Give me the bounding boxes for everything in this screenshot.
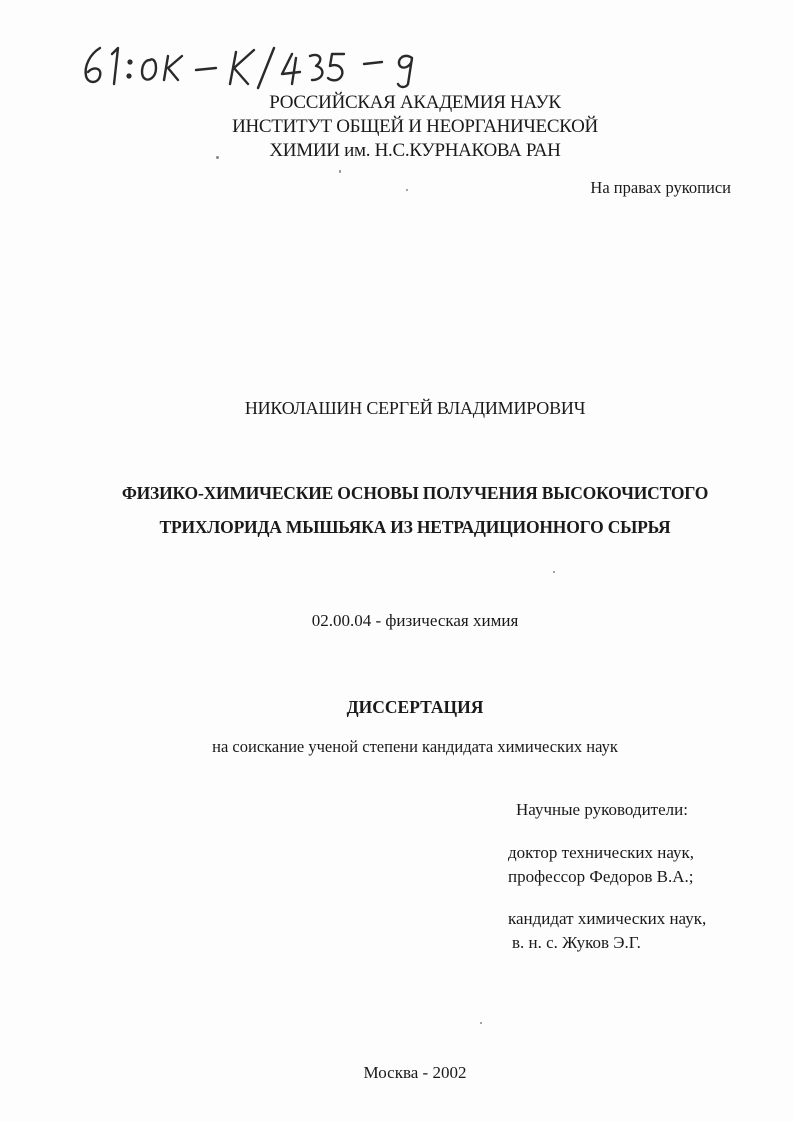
- scan-speck: [480, 1022, 482, 1024]
- supervisor-1-degree: доктор технических наук,: [508, 843, 695, 862]
- manuscript-rights-note: На правах рукописи: [590, 178, 731, 197]
- institution-line-2: ИНСТИТУТ ОБЩЕЙ И НЕОРГАНИЧЕСКОЙ: [232, 116, 598, 137]
- scan-speck: [553, 571, 555, 573]
- supervisor-2: [508, 907, 706, 955]
- handwritten-archive-code: [78, 40, 438, 90]
- degree-line: на соискание ученой степени кандидата химических наук: [212, 737, 618, 756]
- document-type: ДИССЕРТАЦИЯ: [346, 697, 484, 717]
- supervisor-2-degree: кандидат химических наук,: [508, 909, 707, 928]
- author-name: НИКОЛАШИН СЕРГЕЙ ВЛАДИМИРОВИЧ: [244, 398, 586, 418]
- institution-line-3: ХИМИИ им. Н.С.КУРНАКОВА РАН: [269, 140, 561, 161]
- supervisor-1: [508, 841, 694, 889]
- scan-speck: [406, 189, 408, 191]
- city-year: Москва - 2002: [363, 1063, 467, 1082]
- thesis-title-line-1: ФИЗИКО-ХИМИЧЕСКИЕ ОСНОВЫ ПОЛУЧЕНИЯ ВЫСОКОЧИСТОГО: [121, 483, 709, 503]
- supervisor-1-name: профессор Федоров В.А.;: [508, 867, 694, 886]
- thesis-title-line-2: ТРИХЛОРИДА МЫШЬЯКА ИЗ НЕТРАДИЦИОННОГО СЫРЬЯ: [159, 517, 671, 537]
- scan-speck: [216, 156, 219, 159]
- supervisors-heading: Научные руководители:: [516, 800, 688, 819]
- scan-speck: [339, 170, 341, 173]
- institution-line-1: РОССИЙСКАЯ АКАДЕМИЯ НАУК: [269, 92, 561, 113]
- specialty-code: 02.00.04 - физическая химия: [311, 611, 519, 630]
- supervisor-2-name: в. н. с. Жуков Э.Г.: [512, 933, 641, 952]
